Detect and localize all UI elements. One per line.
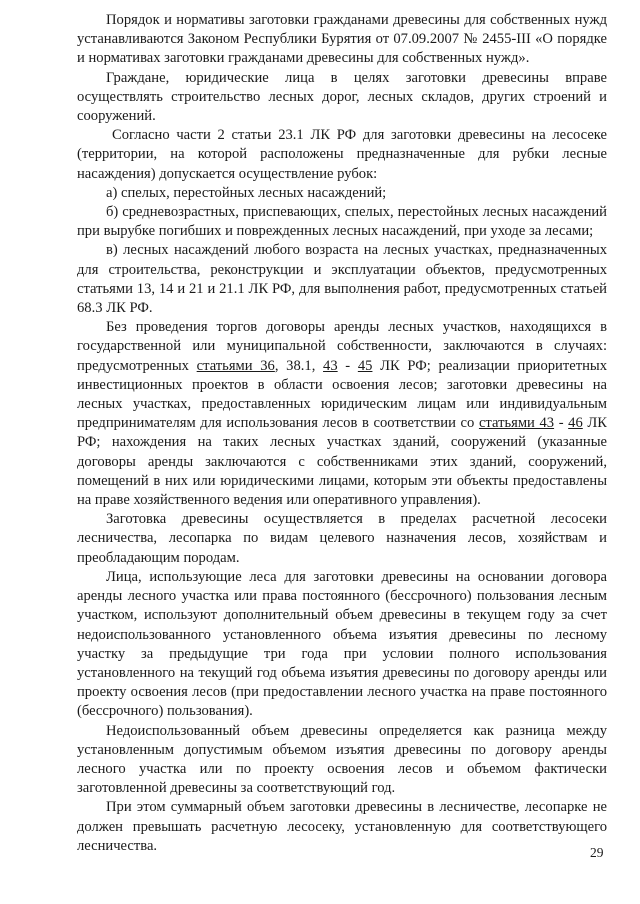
paragraph-procedure: Порядок и нормативы заготовки гражданами древесины для собственных нужд устанавливаются Законом Республики Бурятия от 07.09.2007 № 2455-III «О порядке и нормативах заготовки гражданами древесины для собственных нужд».: [77, 12, 607, 67]
text-segment: , 38.1,: [274, 357, 324, 374]
text-segment: -: [337, 357, 358, 374]
link-articles-36[interactable]: статьями 36: [196, 357, 275, 374]
text-segment: ЛК РФ; нахождения на таких лесных участках зданий, сооружений (указанные договоры аренды заключаются с собственниками этих зданий, сооружений, помещений в них или юридическими лицами, которым эти объекты предоставлены на праве хозяйственного ведения или оперативного управления).: [77, 415, 608, 509]
list-item-c: в) лесных насаждений любого возраста на лесных участках, предназначенных для строительства, реконструкции и эксплуатации объектов, предусмотренных статьями 13, 14 и 21 и 21.1 ЛК РФ, для выполнения работ, предусмотренных статьей 68.3 ЛК РФ.: [77, 242, 607, 317]
paragraph-lease-without-auction: [77, 318, 607, 510]
link-article-46[interactable]: 46: [568, 415, 583, 432]
text-segment: ЛК РФ; реализации приоритетных инвестиционных проектов в области освоения лесов; заготовки древесины на лесных участках, предоставленных юридическим лицам или индивидуальным предпринимателям для использования лесов в соответствии со: [77, 357, 607, 432]
paragraph-citizens: Граждане, юридические лица в целях заготовки древесины вправе осуществлять строительство лесных дорог, лесных складов, других строений и сооружений.: [77, 69, 607, 125]
paragraph-total-volume: При этом суммарный объем заготовки древесины в лесничестве, лесопарке не должен превышать расчетную лесосеку, установленную для соответствующего лесничества.: [77, 799, 607, 854]
link-article-45[interactable]: 45: [357, 357, 373, 374]
list-item-a: а) спелых, перестойных лесных насаждений;: [106, 184, 387, 201]
paragraph-unused-volume: Недоиспользованный объем древесины определяется как разница между установленным допустимым объемом изъятия древесины по договору аренды лесного участка или по проекту освоения лесов и объемом фактически заготовленной древесины за соответствующий год.: [77, 722, 607, 797]
paragraph-article-23-1: Согласно части 2 статьи 23.1 ЛК РФ для заготовки древесины на лесосеке (территории, на которой расположены предназначенные для рубки лесные насаждения) допускается осуществление рубок:: [77, 127, 607, 182]
paragraph-harvest-limits: Заготовка древесины осуществляется в пределах расчетной лесосеки лесничества, лесопарка по видам целевого назначения лесов, хозяйствам и преобладающим породам.: [77, 511, 607, 566]
paragraph-additional-volume: Лица, использующие леса для заготовки древесины на основании договора аренды лесного участка или права постоянного (бессрочного) пользования лесным участком, используют дополнительный объем древесины в текущем году за счет недоиспользованного установленного объема изъятия древесины по лесному участку за предыдущие три года при условии полного использования установленного на текущий год объема изъятия древесины по договору аренды или проекту освоения лесов (при предоставлении лесного участка на праве постоянного (бессрочного) пользования).: [77, 568, 607, 720]
link-articles-43[interactable]: статьями 43: [478, 415, 555, 432]
link-article-43[interactable]: 43: [323, 357, 338, 374]
text-segment: Без проведения торгов договоры аренды лесных участков, находящихся в государственной или муниципальной собственности, заключаются в случаях: предусмотренных: [77, 319, 607, 374]
text-segment: -: [554, 415, 569, 432]
document-body: [77, 11, 607, 856]
page-number: 29: [590, 845, 604, 860]
list-item-b: б) средневозрастных, приспевающих, спелых, перестойных лесных насаждений при вырубке погибших и поврежденных лесных насаждений, при уходе за лесами;: [77, 204, 607, 240]
